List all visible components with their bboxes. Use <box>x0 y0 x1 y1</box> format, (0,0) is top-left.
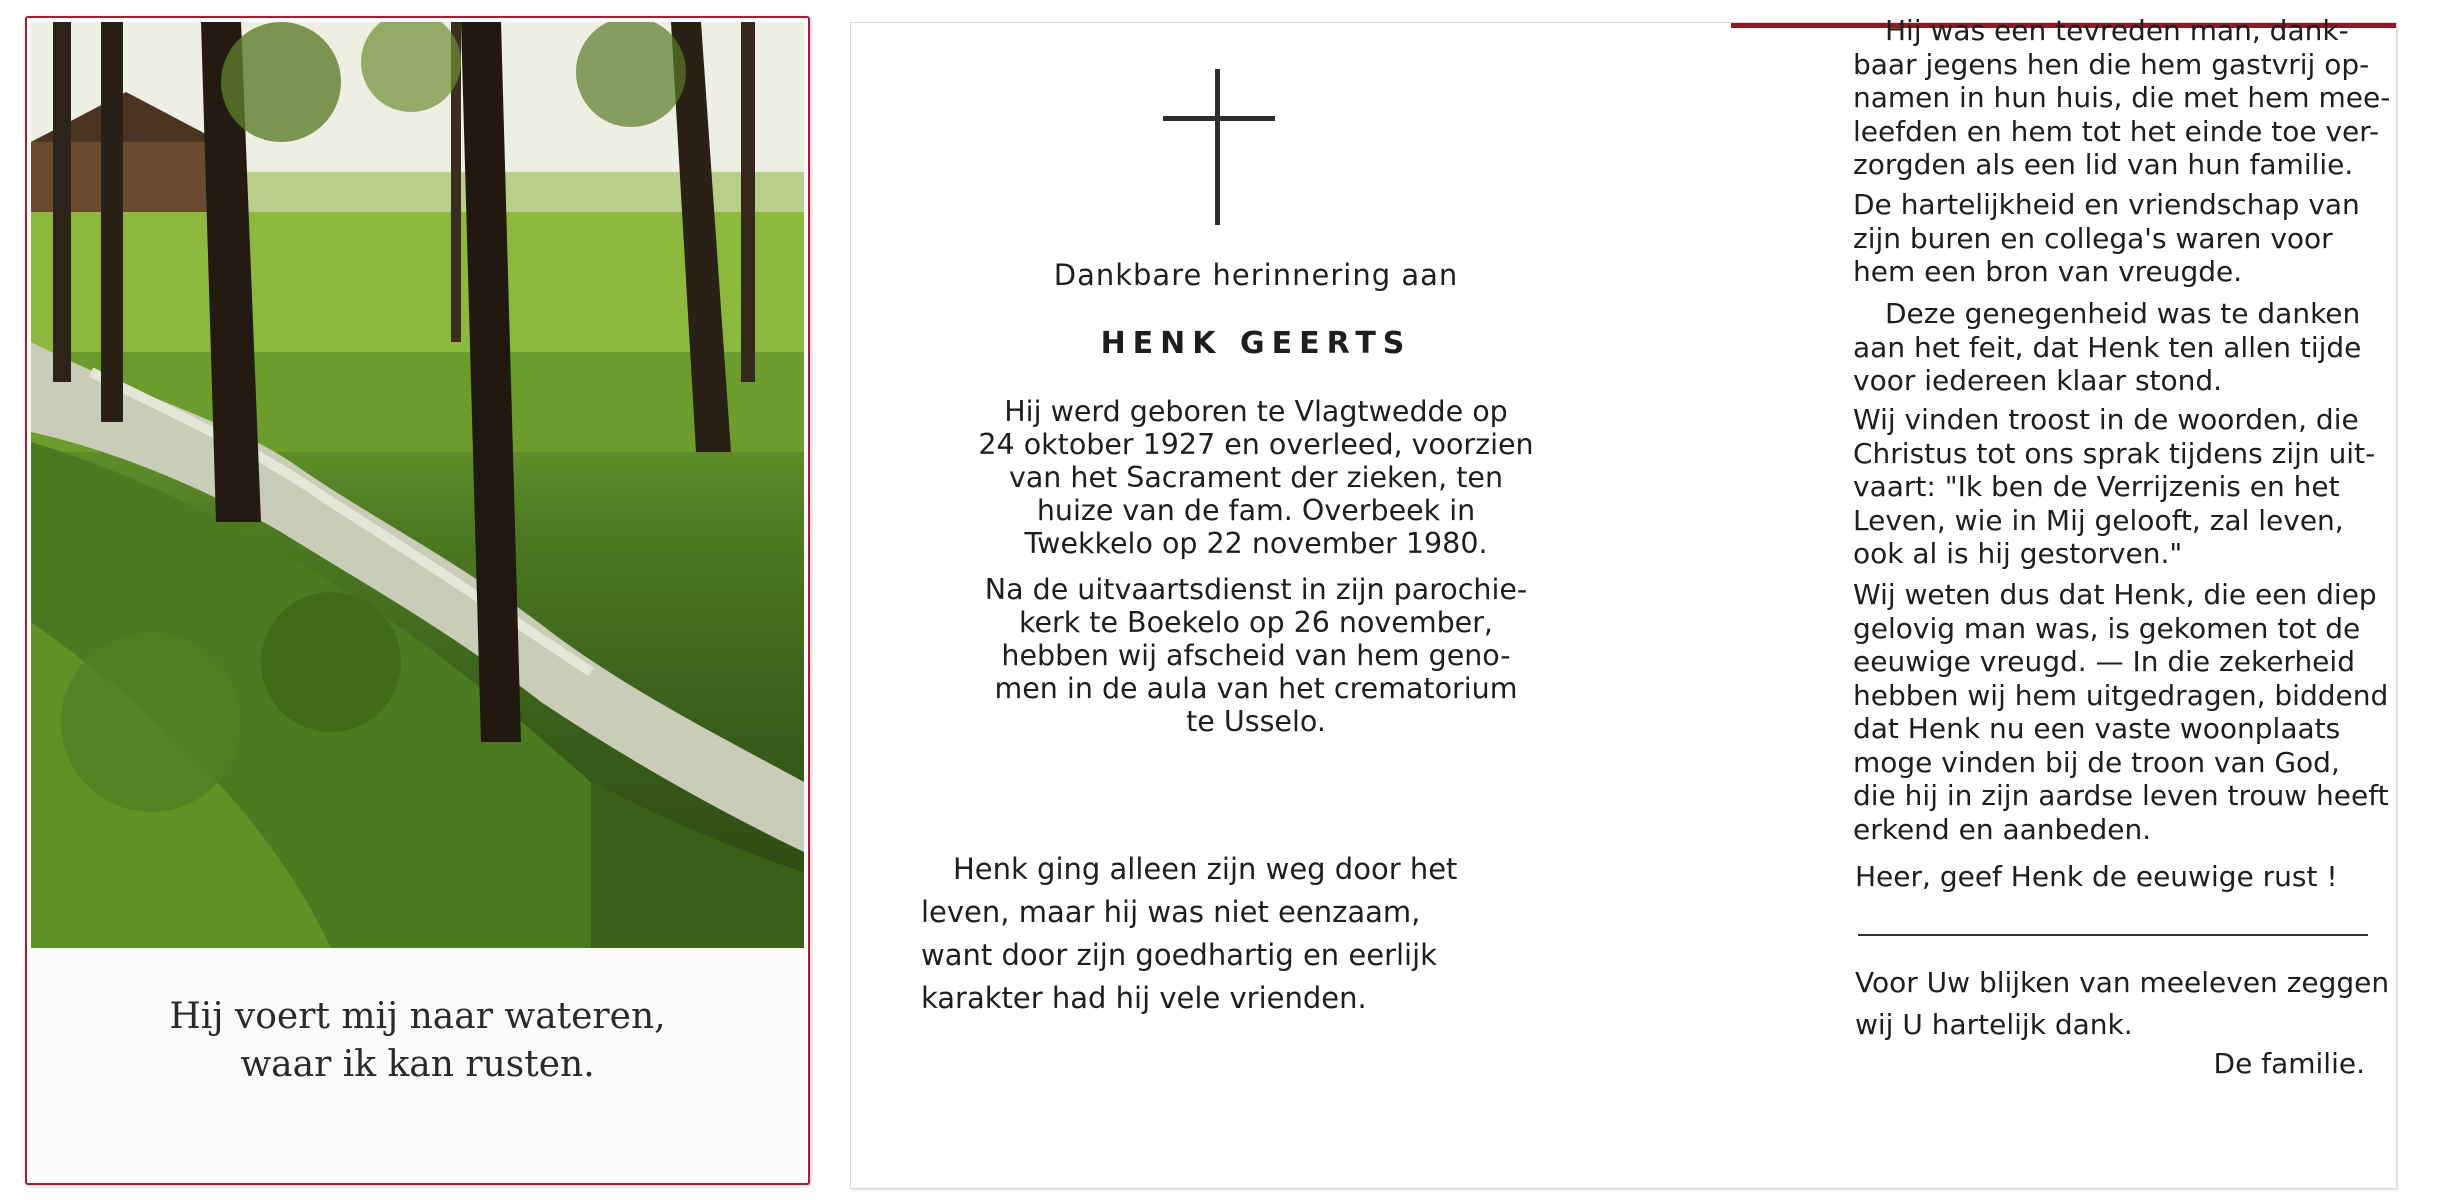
text-line: De hartelijkheid en vriendschap van <box>1853 188 2360 221</box>
text-line: zorgden als een lid van hun familie. <box>1853 148 2354 181</box>
text-line: namen in hun huis, die met hem mee- <box>1853 81 2391 114</box>
affection-paragraph <box>1853 297 2373 398</box>
comfort-paragraph <box>1853 403 2376 571</box>
text-line: Twekkelo op 22 november 1980. <box>1024 527 1488 560</box>
text-line: hem een bron van vreugde. <box>1853 255 2243 288</box>
text-line: 24 oktober 1927 en overleed, voorzien <box>978 428 1534 461</box>
text-line: die hij in zijn aardse leven trouw heeft <box>1853 779 2389 812</box>
text-line: baar jegens hen die hem gastvrij op- <box>1853 47 2370 81</box>
text-line: Voor Uw blijken van meeleven zeggen <box>1855 966 2390 999</box>
text-line: dat Henk nu een vaste woonplaats <box>1853 712 2341 745</box>
text-line: men in de aula van het crematorium <box>994 672 1518 705</box>
caption-line: waar ik kan rusten. <box>240 1044 595 1085</box>
memorial-card-front <box>25 16 810 1185</box>
text-line: leefden en hem tot het einde toe ver- <box>1853 114 2380 148</box>
landscape-photo <box>31 22 804 948</box>
text-line: Henk ging alleen zijn weg door het <box>953 852 1458 886</box>
caption-line: Hij voert mij naar wateren, <box>169 996 666 1037</box>
signature: De familie. <box>2213 1047 2365 1080</box>
thanks-paragraph <box>1855 962 2389 1046</box>
text-line: Na de uitvaartsdienst in zijn parochie- <box>984 573 1528 606</box>
text-line: huize van de fam. Overbeek in <box>1036 494 1476 527</box>
text-line: Leven, wie in Mij gelooft, zal leven, <box>1853 503 2344 537</box>
text-line: leven, maar hij was niet eenzaam, <box>921 895 1421 929</box>
text-line: hebben wij afscheid van hem geno- <box>1001 639 1511 672</box>
text-line: zijn buren en collega's waren voor <box>1853 221 2333 255</box>
birth-paragraph <box>906 395 1606 560</box>
text-line: Wij vinden troost in de woorden, die <box>1853 403 2359 436</box>
text-line: moge vinden bij de troon van God, <box>1853 745 2340 779</box>
text-line: Hij was een tevreden man, dank- <box>1885 14 2349 47</box>
cross-icon <box>1163 69 1275 225</box>
text-line: vaart: "Ik ben de Verrijzenis en het <box>1853 470 2340 503</box>
landscape-illustration <box>31 22 804 948</box>
neighbours-paragraph <box>1853 188 2373 289</box>
funeral-paragraph <box>906 573 1606 738</box>
text-line: te Usselo. <box>1186 705 1326 738</box>
text-line: aan het feit, dat Henk ten allen tijde <box>1853 330 2362 364</box>
text-line: Christus tot ons sprak tijdens zijn uit- <box>1853 436 2376 470</box>
prayer-line: Heer, geef Henk de eeuwige rust ! <box>1855 860 2338 893</box>
text-line: want door zijn goedhartig en eerlijk <box>921 938 1437 972</box>
text-line: Deze genegenheid was te danken <box>1885 297 2361 330</box>
text-line: hebben wij hem uitgedragen, biddend <box>1853 678 2389 712</box>
text-line: kerk te Boekelo op 26 november, <box>1018 606 1493 639</box>
gratitude-paragraph <box>1853 14 2391 182</box>
faith-paragraph <box>1853 578 2389 846</box>
text-line: voor iedereen klaar stond. <box>1853 364 2223 397</box>
text-line: karakter had hij vele vrienden. <box>921 981 1367 1015</box>
text-line: eeuwige vreugd. — In die zekerheid <box>1853 645 2355 678</box>
life-paragraph <box>921 848 1541 1020</box>
text-line: gelovig man was, is gekomen tot de <box>1853 611 2361 645</box>
text-line: Wij weten dus dat Henk, die een diep <box>1853 578 2377 611</box>
text-line: erkend en aanbeden. <box>1853 812 2152 846</box>
card-caption <box>27 993 808 1089</box>
text-line: wij U hartelijk dank. <box>1855 1008 2133 1041</box>
intro-text: Dankbare herinnering aan <box>1053 258 1459 292</box>
text-line: ook al is hij gestorven." <box>1853 537 2183 570</box>
text-line: van het Sacrament der zieken, ten <box>1008 461 1504 494</box>
deceased-name: HENK GEERTS <box>1100 326 1412 361</box>
divider <box>1858 934 2368 936</box>
text-line: Hij werd geboren te Vlagtwedde op <box>1004 395 1508 428</box>
